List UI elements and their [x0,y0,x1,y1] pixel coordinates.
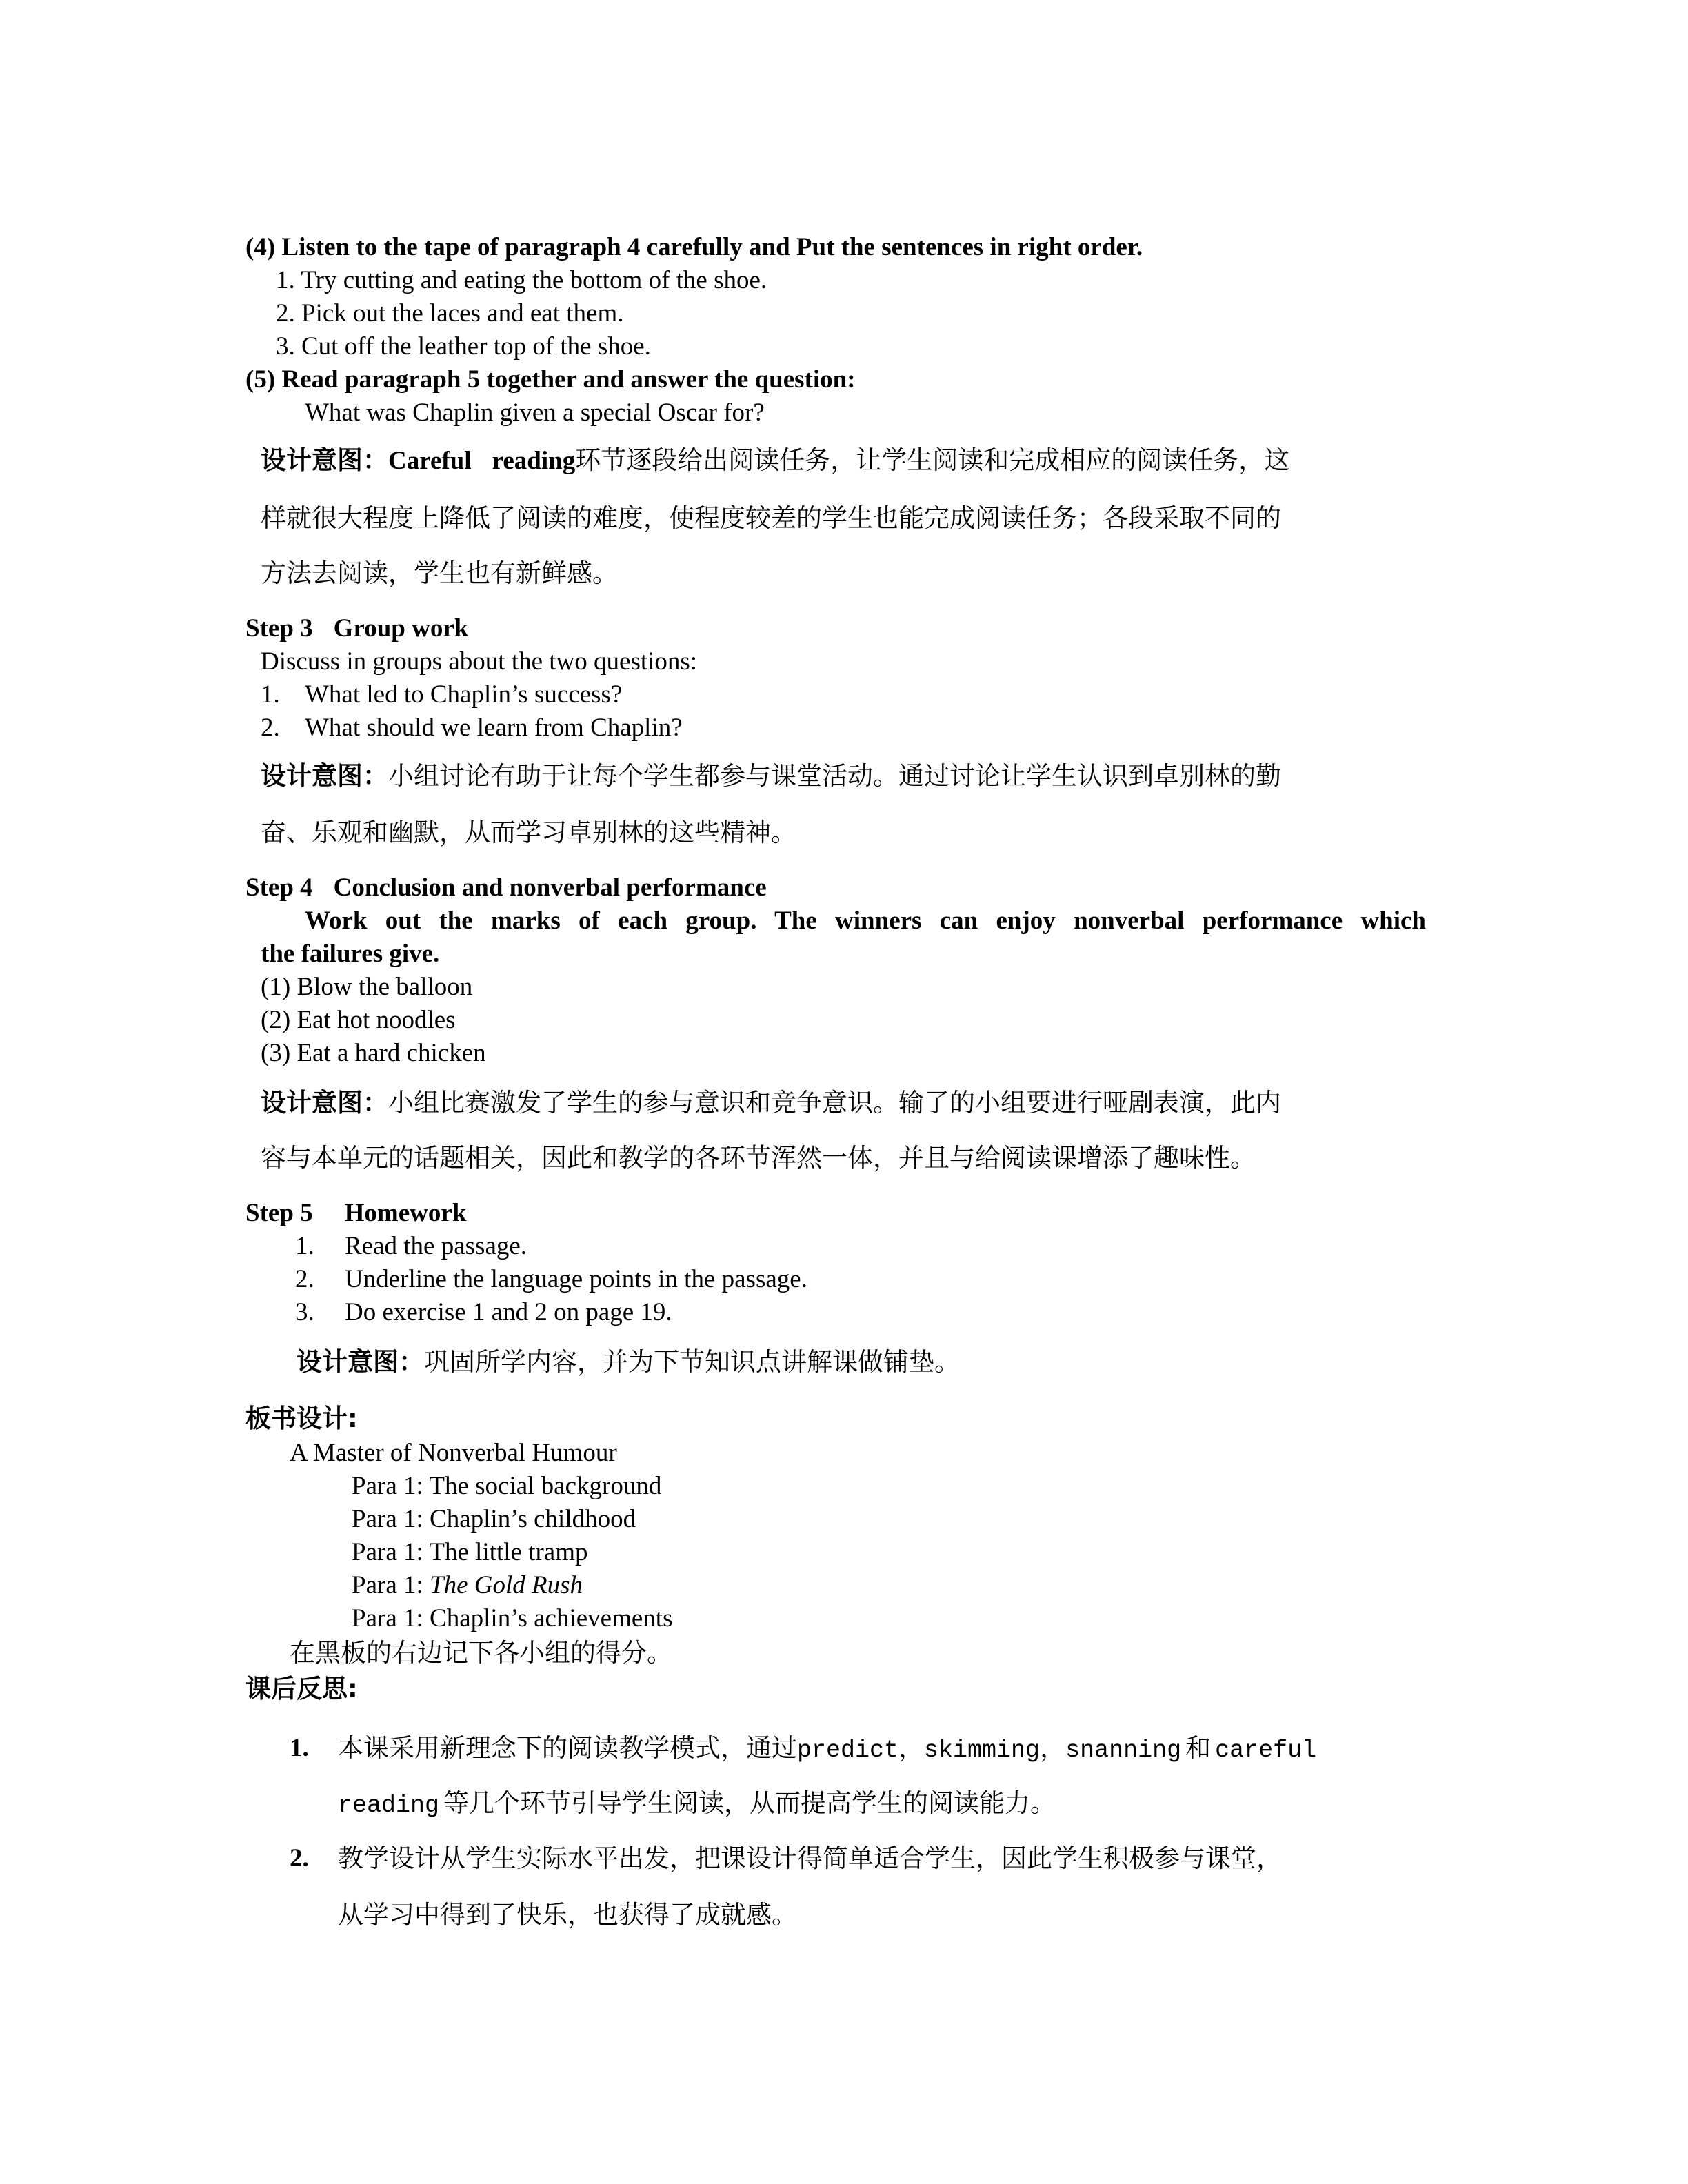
reflection-1-line-1: 本课采用新理念下的阅读教学模式，通过predict，skimming，snanning 和 careful [338,1733,1317,1764]
section-5-question: What was Chaplin given a special Oscar for? [305,398,765,427]
section-5-heading: (5) Read paragraph 5 together and answer the question: [245,365,856,394]
reflection-number: 2. [290,1844,309,1872]
board-para: Para 1: The little tramp [352,1538,588,1566]
list-item: 1. Read the passage. [295,1232,528,1260]
step-4-instruction-line-1: Work out the marks of each group. The winners can enjoy nonverbal performance which [305,907,1426,935]
step-4-heading: Step 4 Conclusion and nonverbal performance [245,873,767,902]
design-intent-1-line-1: 设计意图：Careful reading环节逐段给出阅读任务，让学生阅读和完成相应的阅读任务，这 [261,445,1290,475]
design-intent-label: 设计意图： [261,761,388,791]
list-item: 2. Pick out the laces and eat them. [276,299,624,327]
board-para: Para 1: Chaplin’s achievements [352,1604,673,1632]
board-para: Para 1: The Gold Rush [352,1571,583,1599]
step-3-heading: Step 3 Group work [245,614,469,643]
board-para: Para 1: Chaplin’s childhood [352,1505,636,1533]
section-4-heading: (4) Listen to the tape of paragraph 4 carefully and Put the sentences in right order. [245,233,1143,261]
reflection-2-line-1: 教学设计从学生实际水平出发，把课设计得简单适合学生，因此学生积极参与课堂， [338,1843,1282,1873]
reflection-2-line-2: 从学习中得到了快乐，也获得了成就感。 [338,1900,797,1930]
design-intent-4-line-1: 设计意图：巩固所学内容，并为下节知识点讲解课做铺垫。 [297,1347,960,1377]
design-intent-1-line-2: 样就很大程度上降低了阅读的难度，使程度较差的学生也能完成阅读任务；各段采取不同的 [261,503,1281,533]
reflection-1-line-2: reading 等几个环节引导学生阅读，从而提高学生的阅读能力。 [338,1788,1056,1819]
list-item: (1) Blow the balloon [261,973,473,1001]
list-item: (2) Eat hot noodles [261,1006,456,1034]
step-3-intro: Discuss in groups about the two questions: [261,647,698,676]
reflection-heading: 课后反思: [245,1674,358,1703]
design-intent-2-line-2: 奋、乐观和幽默，从而学习卓别林的这些精神。 [261,818,796,847]
reflection-number: 1. [290,1734,309,1762]
design-intent-2-line-1: 设计意图：小组讨论有助于让每个学生都参与课堂活动。通过讨论让学生认识到卓别林的勤 [261,761,1281,791]
step-4-instruction-line-2: the failures give. [261,940,440,968]
design-intent-label: 设计意图： [261,445,388,475]
design-intent-label: 设计意图： [261,1088,388,1118]
board-para: Para 1: The social background [352,1472,662,1500]
design-intent-3-line-1: 设计意图：小组比赛激发了学生的参与意识和竞争意识。输了的小组要进行哑剧表演，此内 [261,1088,1281,1118]
board-note: 在黑板的右边记下各小组的得分。 [290,1638,672,1668]
list-item: 1. Try cutting and eating the bottom of the shoe. [276,266,767,294]
list-item: (3) Eat a hard chicken [261,1039,486,1067]
list-item: 2. What should we learn from Chaplin? [261,714,683,742]
list-item: 2. Underline the language points in the passage. [295,1265,807,1293]
board-design-heading: 板书设计: [245,1404,358,1433]
list-item: 3. Do exercise 1 and 2 on page 19. [295,1298,672,1326]
design-intent-3-line-2: 容与本单元的话题相关，因此和教学的各环节浑然一体，并且与给阅读课增添了趣味性。 [261,1143,1256,1173]
design-intent-label: 设计意图： [297,1347,424,1377]
step-5-heading: Step 5 Homework [245,1199,467,1227]
board-title: A Master of Nonverbal Humour [290,1439,617,1467]
design-intent-1-line-3: 方法去阅读，学生也有新鲜感。 [261,558,618,588]
list-item: 3. Cut off the leather top of the shoe. [276,332,651,361]
list-item: 1. What led to Chaplin’s success? [261,680,623,709]
